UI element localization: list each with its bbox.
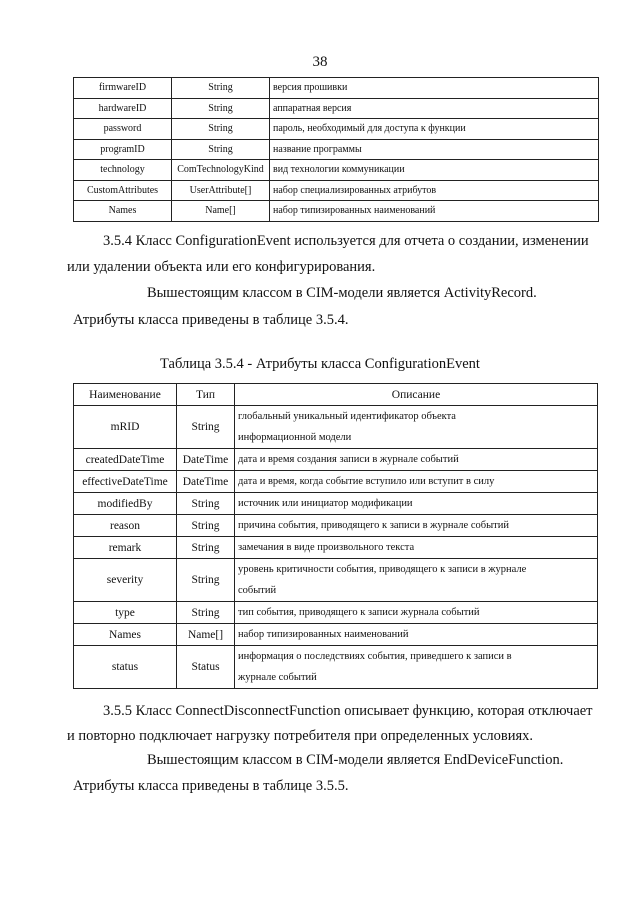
description-line: событий bbox=[238, 585, 277, 596]
section-3-5-5-superclass: Вышестоящим классом в CIM-модели является EndDeviceFunction. bbox=[147, 752, 564, 768]
attribute-description-cell bbox=[235, 471, 598, 493]
attribute-type-cell: String bbox=[177, 406, 235, 449]
table-row bbox=[74, 471, 598, 493]
attribute-type-cell: Name[] bbox=[172, 201, 270, 222]
attribute-type-cell: DateTime bbox=[177, 471, 235, 493]
attribute-name-cell: remark bbox=[74, 537, 177, 559]
attribute-name-cell: hardwareID bbox=[74, 98, 172, 119]
table-header-row bbox=[74, 384, 598, 406]
attribute-description-cell: версия прошивки bbox=[270, 78, 599, 99]
section-3-5-5-attrs-ref: Атрибуты класса приведены в таблице 3.5.5. bbox=[73, 778, 349, 794]
attribute-type-cell: Status bbox=[177, 646, 235, 689]
attribute-name-cell: effectiveDateTime bbox=[74, 471, 177, 493]
table-row bbox=[74, 139, 599, 160]
attribute-name-cell: severity bbox=[74, 559, 177, 602]
attribute-name-cell: programID bbox=[74, 139, 172, 160]
attribute-type-cell: String bbox=[177, 493, 235, 515]
table-row bbox=[74, 559, 598, 602]
attribute-type-cell: ComTechnologyKind bbox=[172, 160, 270, 181]
table-row bbox=[74, 98, 599, 119]
table-row bbox=[74, 624, 598, 646]
description-line: дата и время, когда событие вступило или вступит в силу bbox=[238, 476, 495, 487]
description-line: набор типизированных наименований bbox=[238, 629, 409, 640]
attribute-name-cell: Names bbox=[74, 201, 172, 222]
attribute-type-cell: String bbox=[177, 559, 235, 602]
description-line: источник или инициатор модификации bbox=[238, 498, 413, 509]
attribute-description-cell bbox=[235, 449, 598, 471]
attribute-name-cell: createdDateTime bbox=[74, 449, 177, 471]
attribute-description-cell: набор типизированных наименований bbox=[270, 201, 599, 222]
table-row bbox=[74, 78, 599, 99]
table-row bbox=[74, 160, 599, 181]
description-line: информационной модели bbox=[238, 432, 352, 443]
attribute-type-cell: String bbox=[172, 78, 270, 99]
attribute-description-cell bbox=[235, 624, 598, 646]
attribute-type-cell: UserAttribute[] bbox=[172, 180, 270, 201]
description-line: журнале событий bbox=[238, 672, 317, 683]
description-line: дата и время создания записи в журнале событий bbox=[238, 454, 459, 465]
attribute-description-cell: вид технологии коммуникации bbox=[270, 160, 599, 181]
attribute-name-cell: reason bbox=[74, 515, 177, 537]
attribute-description-cell bbox=[235, 515, 598, 537]
table-row bbox=[74, 449, 598, 471]
header-type: Тип bbox=[177, 384, 235, 406]
attribute-type-cell: DateTime bbox=[177, 449, 235, 471]
page-number: 38 bbox=[312, 54, 328, 70]
attribute-description-cell bbox=[235, 602, 598, 624]
table-row bbox=[74, 646, 598, 689]
attribute-description-cell: набор специализированных атрибутов bbox=[270, 180, 599, 201]
configuration-event-attributes-table bbox=[73, 383, 598, 689]
attribute-name-cell: firmwareID bbox=[74, 78, 172, 99]
attribute-description-cell: пароль, необходимый для доступа к функции bbox=[270, 119, 599, 140]
description-line: замечания в виде произвольного текста bbox=[238, 542, 415, 553]
attribute-description-cell bbox=[235, 646, 598, 689]
attribute-description-cell: аппаратная версия bbox=[270, 98, 599, 119]
table-row bbox=[74, 515, 598, 537]
section-3-5-4-attrs-ref: Атрибуты класса приведены в таблице 3.5.4. bbox=[73, 312, 349, 328]
attribute-name-cell: type bbox=[74, 602, 177, 624]
section-3-5-5-line-1: 3.5.5 Класс ConnectDisconnectFunction описывает функцию, которая отключает bbox=[103, 703, 593, 719]
description-line: тип события, приводящего к записи журнала событий bbox=[238, 607, 480, 618]
attribute-type-cell: Name[] bbox=[177, 624, 235, 646]
table-row bbox=[74, 493, 598, 515]
attribute-type-cell: String bbox=[172, 98, 270, 119]
attribute-description-cell bbox=[235, 537, 598, 559]
attribute-type-cell: String bbox=[172, 139, 270, 160]
attribute-type-cell: String bbox=[177, 602, 235, 624]
section-3-5-5-line-2: и повторно подключает нагрузку потребителя при определенных условиях. bbox=[67, 728, 534, 744]
section-3-5-4-line-1: 3.5.4 Класс ConfigurationEvent используется для отчета о создании, изменении bbox=[103, 233, 589, 249]
section-3-5-4-superclass: Вышестоящим классом в CIM-модели является ActivityRecord. bbox=[147, 285, 537, 301]
attributes-table-continued bbox=[73, 77, 599, 222]
table-3-5-4-caption: Таблица 3.5.4 - Атрибуты класса ConfigurationEvent bbox=[160, 356, 480, 372]
attribute-name-cell: password bbox=[74, 119, 172, 140]
table-row bbox=[74, 406, 598, 449]
attribute-description-cell bbox=[235, 493, 598, 515]
description-line: глобальный уникальный идентификатор объекта bbox=[238, 411, 456, 422]
table-row bbox=[74, 201, 599, 222]
header-description: Описание bbox=[235, 384, 598, 406]
attribute-description-cell bbox=[235, 559, 598, 602]
section-3-5-4-line-2: или удалении объекта или его конфигурирования. bbox=[67, 259, 376, 275]
description-line: информация о последствиях события, приведшего к записи в bbox=[238, 651, 512, 662]
description-line: уровень критичности события, приводящего к записи в журнале bbox=[238, 564, 527, 575]
attribute-description-cell bbox=[235, 406, 598, 449]
attribute-name-cell: Names bbox=[74, 624, 177, 646]
table-row bbox=[74, 180, 599, 201]
table-row bbox=[74, 537, 598, 559]
attribute-name-cell: mRID bbox=[74, 406, 177, 449]
table-row bbox=[74, 119, 599, 140]
attribute-type-cell: String bbox=[172, 119, 270, 140]
attribute-type-cell: String bbox=[177, 515, 235, 537]
attribute-name-cell: modifiedBy bbox=[74, 493, 177, 515]
description-line: причина события, приводящего к записи в журнале событий bbox=[238, 520, 509, 531]
header-name: Наименование bbox=[74, 384, 177, 406]
attribute-name-cell: CustomAttributes bbox=[74, 180, 172, 201]
attribute-type-cell: String bbox=[177, 537, 235, 559]
attribute-name-cell: status bbox=[74, 646, 177, 689]
table-row bbox=[74, 602, 598, 624]
attribute-description-cell: название программы bbox=[270, 139, 599, 160]
attribute-name-cell: technology bbox=[74, 160, 172, 181]
